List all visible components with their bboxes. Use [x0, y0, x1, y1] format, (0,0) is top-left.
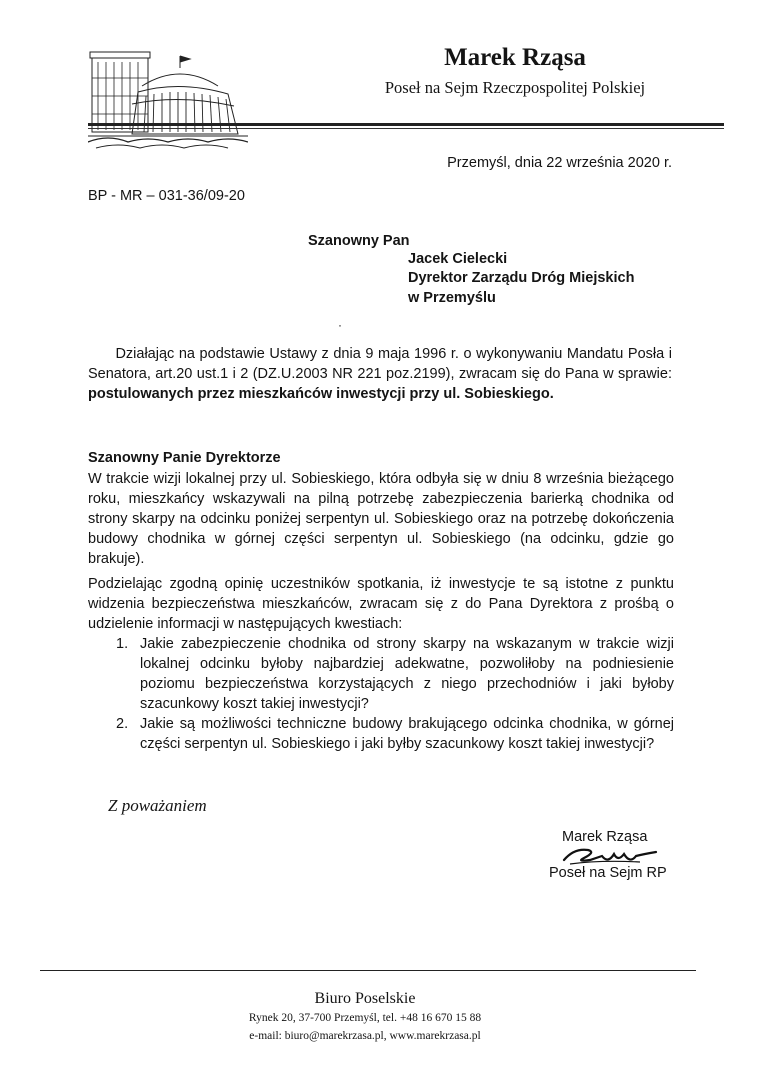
signature-name: Marek Rząsa — [562, 829, 648, 845]
list-item — [116, 634, 674, 714]
recipient-greeting: Szanowny Pan — [308, 233, 410, 249]
recipient-name: Jacek Cielecki — [408, 251, 508, 267]
body-paragraph-2: Podzielając zgodną opinię uczestników spotkania, iż inwestycje te są istotne z punktu widzenia bezpieczeństwa mieszkańców, zwracam się z do Pana Dyrektora z prośbą o udzielenie informacji w następujących kwestiach: — [88, 576, 674, 632]
footer-email: e-mail: biuro@marekrzasa.pl, www.marekrzasa.pl — [249, 1030, 481, 1042]
list-number: 1. — [116, 636, 129, 652]
place-date: Przemyśl, dnia 22 września 2020 r. — [447, 155, 672, 171]
recipient-city: w Przemyślu — [408, 290, 496, 306]
footer-office: Biuro Poselskie — [314, 990, 416, 1007]
header-divider — [88, 123, 724, 126]
list-number: 2. — [116, 716, 129, 732]
footer-address: Rynek 20, 37-700 Przemyśl, tel. +48 16 670 15 88 — [248, 1012, 482, 1024]
closing-phrase: Z poważaniem — [108, 796, 207, 815]
stray-mark: · — [338, 318, 342, 332]
list-text: Jakie zabezpieczenie chodnika od strony skarpy na wskazanym w trakcie wizji lokalnej odcinku byłoby najbardziej adekwatne, pozwoliłoby na podniesienie poziomu bezpieczeństwa korzystających z niego przechodniów i jaki byłoby szacunkowy koszt takiej inwestycji? — [140, 636, 674, 712]
questions-list — [116, 634, 674, 754]
list-item — [116, 714, 674, 754]
intro-paragraph — [88, 344, 672, 404]
signature-title: Poseł na Sejm RP — [549, 865, 667, 881]
footer-divider — [40, 970, 696, 971]
list-text: Jakie są możliwości techniczne budowy brakującego odcinka chodnika, w górnej części serpentyn ul. Sobieskiego i jaki byłby szacunkowy koszt takiej inwestycji? — [140, 716, 674, 752]
reference-number: BP - MR – 031-36/09-20 — [88, 188, 245, 204]
author-name: Marek Rząsa — [444, 44, 586, 71]
header-divider-thin — [88, 128, 724, 129]
author-title: Poseł na Sejm Rzeczpospolitej Polskiej — [384, 78, 646, 97]
intro-text: Działając na podstawie Ustawy z dnia 9 maja 1996 r. o wykonywaniu Mandatu Posła i Senatora, art.20 ust.1 i 2 (DZ.U.2003 NR 221 poz.2199), zwracam się do Pana w sprawie: — [88, 346, 672, 382]
body-paragraph-1: W trakcie wizji lokalnej przy ul. Sobieskiego, która odbyła się w dniu 8 września bieżącego roku, mieszkańcy wskazywali na pilną potrzebę zabezpieczenia barierką chodnika od strony skarpy na odcinku poniżej serpentyn ul. Sobieskiego oraz na potrzebę dokończenia budowy chodnika w górnej części serpentyn ul. Sobieskiego (na odcinku, gdzie go brakuje). — [88, 471, 674, 567]
intro-topic: postulowanych przez mieszkańców inwestycji przy ul. Sobieskiego. — [88, 386, 554, 402]
recipient-position: Dyrektor Zarządu Dróg Miejskich — [408, 270, 635, 286]
sejm-building-icon — [88, 44, 248, 152]
salutation: Szanowny Panie Dyrektorze — [88, 450, 281, 466]
